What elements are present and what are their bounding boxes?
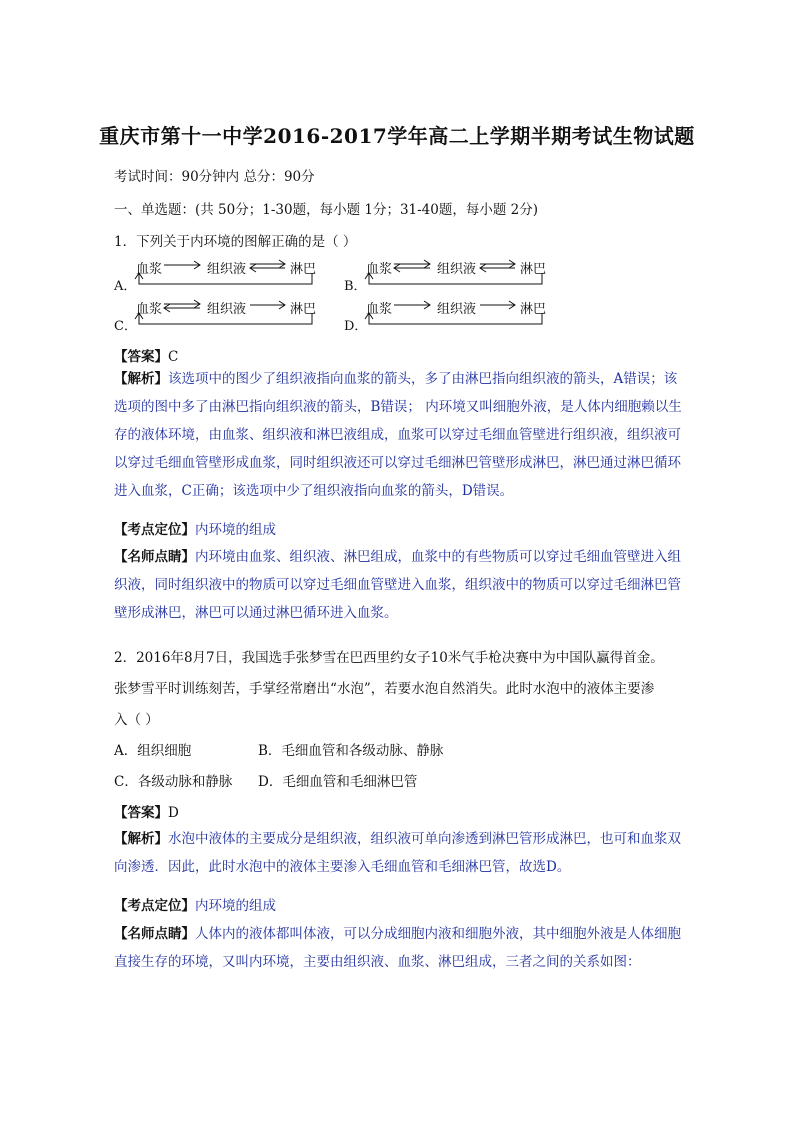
q1-b-node-lymph: 淋巴 [520, 262, 547, 277]
q2-analysis-text: 水泡中液体的主要成分是组织液，组织液可单向渗透到淋巴管形成淋巴，也可和血浆双向渗透．因此，此时水泡中的液体主要渗入毛细血管和毛细淋巴管，故选D。 [114, 831, 681, 875]
q1-c-node-plasma: 血浆 [136, 302, 163, 317]
q1-a-node-lymph: 淋巴 [290, 262, 317, 277]
q1-c-node-lymph: 淋巴 [290, 302, 317, 317]
q2-option-b: B．毛细血管和各级动脉、静脉 [258, 743, 444, 759]
q1-b-node-plasma: 血浆 [366, 262, 393, 277]
q1-analysis [114, 365, 684, 505]
q1-c-arrows [130, 295, 330, 335]
q2-stem-line-1: 2．2016年8月7日，我国选手张梦雪在巴西里约女子10米气手枪决赛中为中国队赢得首金。 [114, 650, 664, 666]
q1-d-node-tissue: 组织液 [437, 302, 477, 317]
q1-d-node-plasma: 血浆 [366, 302, 393, 317]
q1-stem: 1．下列关于内环境的图解正确的是（ ） [114, 234, 357, 250]
q2-option-d: D．毛细血管和毛细淋巴管 [258, 774, 418, 790]
q1-teacher-text: 内环境由血浆、组织液、淋巴组成，血浆中的有些物质可以穿过毛细血管壁进入组织液，同时组织液中的物质可以穿过毛细血管壁进入血浆，组织液中的物质可以穿过毛细淋巴管壁形成淋巴，淋巴可以通过淋巴循环进入血浆。 [114, 549, 681, 621]
q1-answer-tag: 【答案】 [114, 349, 168, 365]
q2-teacher-tag: 【名师点睛】 [114, 926, 195, 942]
q2-point-tag: 【考点定位】 [114, 898, 195, 914]
q2-teacher-note [114, 920, 684, 976]
q1-b-node-tissue: 组织液 [437, 262, 477, 277]
q1-d-node-lymph: 淋巴 [520, 302, 547, 317]
q1-option-a-label: A． [114, 279, 137, 294]
q2-analysis [114, 825, 684, 881]
q2-answer-line [114, 801, 179, 821]
q2-option-a: A．组织细胞 [114, 743, 192, 759]
page-title: 重庆市第十一中学2016-2017学年高二上学期半期考试生物试题 [99, 124, 695, 148]
q1-a-arrows [130, 255, 330, 295]
q1-option-b-label: B． [344, 279, 367, 294]
q1-answer-value: C [168, 349, 179, 365]
q2-option-c: C．各级动脉和静脉 [114, 774, 233, 790]
q1-point-text: 内环境的组成 [195, 522, 276, 538]
q2-point-line [114, 894, 276, 914]
q2-point-text: 内环境的组成 [195, 898, 276, 914]
q1-c-node-tissue: 组织液 [207, 302, 247, 317]
q2-stem-line-2: 张梦雪平时训练刻苦，手掌经常磨出“水泡”，若要水泡自然消失。此时水泡中的液体主要渗 [114, 681, 655, 697]
q1-a-node-tissue: 组织液 [207, 262, 247, 277]
section-heading: 一、单选题：(共 50分；1-30题，每小题 1分；31-40题，每小题 2分) [114, 202, 539, 218]
q2-answer-value: D [168, 805, 179, 821]
q1-analysis-text: 该选项中的图少了组织液指向血浆的箭头，多了由淋巴指向组织液的箭头，A错误；该选项的图中多了由淋巴指向组织液的箭头，B错误； 内环境又叫细胞外液，是人体内细胞赖以生存的液体环境，由血浆、组织液和淋巴液组成，血浆可以穿过毛细血管壁进行组织液，组织液可以穿过毛细血管壁形成血浆，同时组织液还可以穿过毛细淋巴管壁形成淋巴，淋巴通过淋巴循环进入血浆，C正确；该选项中少了组织液指向血浆的箭头，D错误。 [114, 371, 682, 499]
q1-option-d-label: D． [344, 319, 368, 334]
exam-info: 考试时间：90分钟内 总分：90分 [114, 169, 315, 185]
q1-teacher-note [114, 543, 684, 627]
q1-point-tag: 【考点定位】 [114, 522, 195, 538]
q2-teacher-text: 人体内的液体都叫体液，可以分成细胞内液和细胞外液，其中细胞外液是人体细胞直接生存的环境，又叫内环境，主要由组织液、血浆、淋巴组成，三者之间的关系如图： [114, 926, 681, 970]
q2-answer-tag: 【答案】 [114, 805, 168, 821]
q1-a-node-plasma: 血浆 [136, 262, 163, 277]
q1-option-c-label: C． [114, 319, 137, 334]
q1-d-arrows [360, 295, 560, 335]
q2-analysis-tag: 【解析】 [114, 831, 168, 847]
q1-analysis-tag: 【解析】 [114, 371, 168, 387]
q1-answer-line [114, 345, 178, 365]
q1-point-line [114, 518, 276, 538]
q1-teacher-tag: 【名师点睛】 [114, 549, 195, 565]
q2-stem-line-3: 入（ ） [114, 712, 159, 728]
q1-b-arrows [360, 255, 560, 295]
